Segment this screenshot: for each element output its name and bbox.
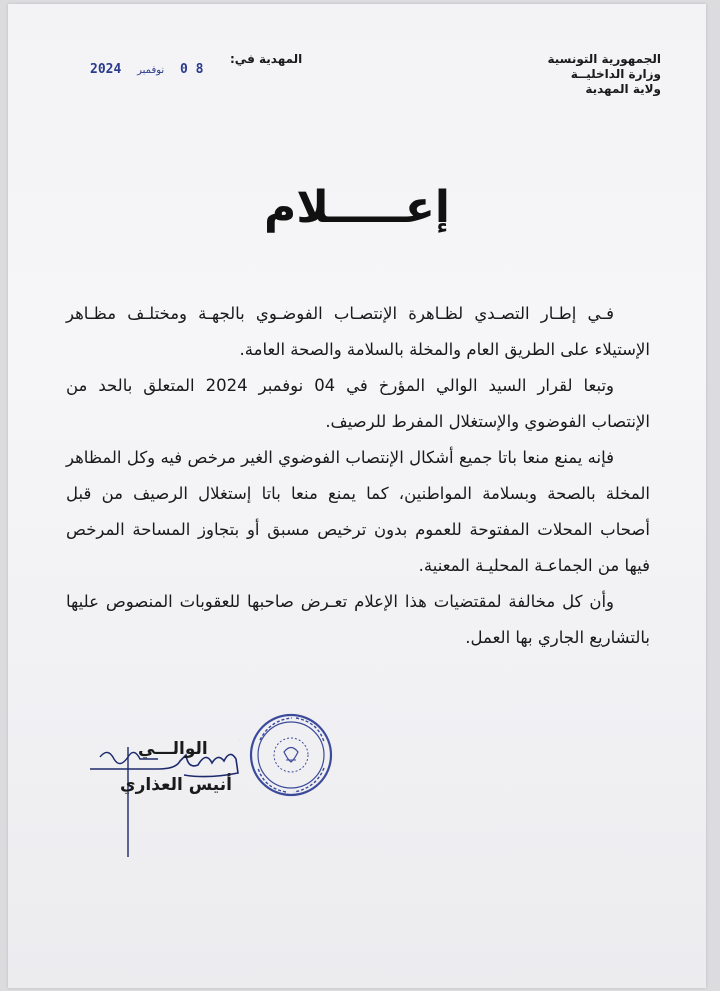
paragraph-penalties: وأن كل مخالفة لمقتضيات هذا الإعلام تعـرض صاحبها للعقوبات المنصوص عليها بالتشاريع الجاري بها العمل. (66, 592, 650, 647)
signatory-title: الوالـــي (138, 739, 208, 759)
governorate-line: ولاية المهدية (585, 82, 661, 96)
official-seal (246, 710, 336, 800)
date-stamp-day: 0 8 (180, 62, 204, 77)
date-stamp-month: نوفمبر (137, 65, 165, 76)
ministry-line: وزارة الداخليــة (570, 67, 661, 81)
signature-block (88, 739, 248, 859)
issuing-authority (481, 52, 661, 97)
paragraph-decision-reference: وتبعا لقرار السيد الوالي المؤرخ في 04 نوفمبر 2024 المتعلق بالحد من الإنتصاب الفوضوي والإستغلال المفرط للرصيف. (66, 376, 650, 431)
place-date-label: المهدية في: (230, 52, 303, 66)
signatory-name: أنيس العذاري (120, 775, 232, 795)
republic-line: الجمهورية التونسية (547, 52, 661, 66)
document-page (8, 4, 706, 988)
paragraph-prohibition: فإنه يمنع منعا باتا جميع أشكال الإنتصاب الفوضوي الغير مرخص فيه وكل المظاهر المخلة بالصحة وبسلامة المواطنين، كما يمنع منعا باتا إستغلال الرصيف من قبل أصحاب المحلات المفتوحة للعموم بدون ترخيص مسبق أو بتجاوز المساحة المرخص فيها من الجماعـة المحليـة المعنية. (66, 448, 650, 575)
date-stamp (90, 62, 210, 84)
paragraph-context: فـي إطـار التصـدي لظـاهرة الإنتصـاب الفوضـوي بالجهـة ومختلـف مظـاهر الإستيلاء على الطريق العام والمخلة بالسلامة والصحة العامة. (66, 304, 650, 359)
date-stamp-year: 2024 (90, 62, 122, 77)
document-title: إعـــــلام (264, 182, 450, 233)
notice-body (66, 296, 650, 656)
